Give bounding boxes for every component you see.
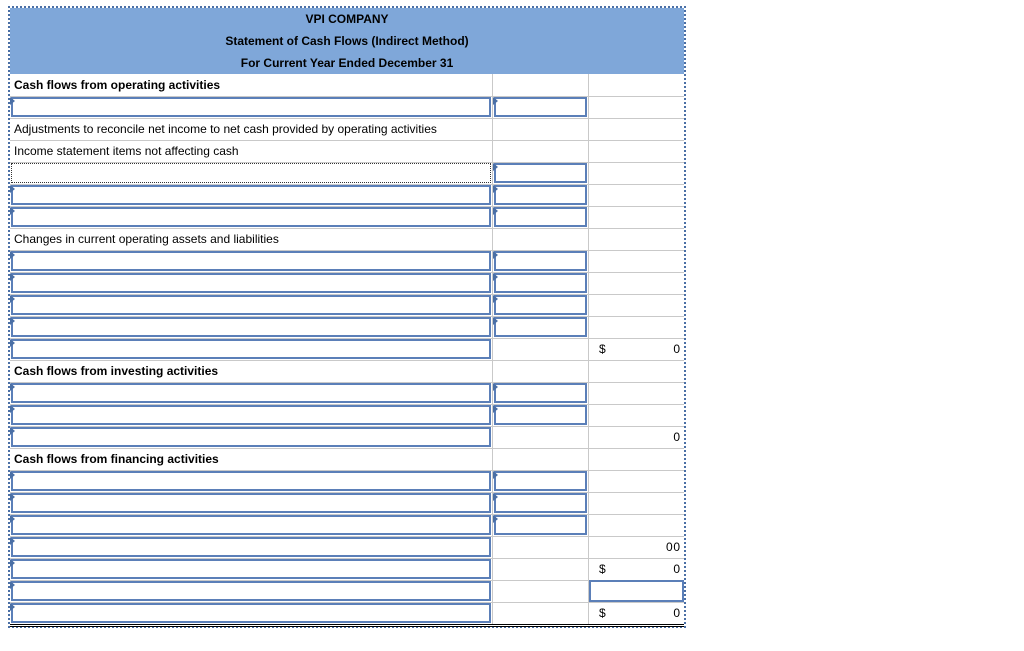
dropdown-marker-icon (493, 317, 498, 325)
income-item-row-2 (10, 184, 684, 207)
income-item-2-amount-input[interactable] (494, 185, 587, 205)
income-items-label: Income statement items not affecting cash (14, 144, 239, 158)
beginning-cash-amount-input[interactable] (589, 580, 684, 602)
dropdown-marker-icon (493, 493, 498, 501)
financing-item-3-label-input[interactable] (11, 515, 491, 535)
statement-title: Statement of Cash Flows (Indirect Method) (225, 34, 469, 48)
income-item-row-1 (10, 162, 684, 185)
adjustments-row (10, 118, 684, 141)
dropdown-marker-icon (10, 251, 15, 259)
investing-item-2-amount-input[interactable] (494, 405, 587, 425)
dropdown-marker-icon (10, 493, 15, 501)
dropdown-marker-icon (493, 97, 498, 105)
currency-symbol: $ (599, 606, 606, 620)
income-item-1-amount-input[interactable] (494, 163, 587, 183)
change-item-4-label-input[interactable] (11, 317, 491, 337)
financing-item-2-amount-input[interactable] (494, 493, 587, 513)
dropdown-marker-icon (10, 427, 15, 435)
ending-cash-row (10, 602, 684, 627)
income-item-1-label-input[interactable] (11, 163, 491, 183)
investing-heading: Cash flows from investing activities (14, 364, 219, 378)
income-item-row-3 (10, 206, 684, 229)
dropdown-marker-icon (493, 383, 498, 391)
change-item-row-1 (10, 250, 684, 273)
dropdown-marker-icon (10, 339, 15, 347)
ending-cash-label-input[interactable] (11, 603, 491, 623)
dropdown-marker-icon (10, 581, 15, 589)
financing-item-row-1 (10, 470, 684, 493)
cash-flow-statement-sheet (8, 6, 686, 628)
dropdown-marker-icon (493, 273, 498, 281)
operating-total-value: 0 (673, 342, 680, 356)
income-items-row (10, 140, 684, 163)
change-item-1-label-input[interactable] (11, 251, 491, 271)
dropdown-marker-icon (10, 317, 15, 325)
adjustments-label: Adjustments to reconcile net income to net cash provided by operating activities (14, 122, 437, 136)
operating-total-row (10, 338, 684, 361)
investing-item-2-label-input[interactable] (11, 405, 491, 425)
dropdown-marker-icon (493, 515, 498, 523)
investing-total-value: 0 (673, 430, 680, 444)
change-item-row-4 (10, 316, 684, 339)
dropdown-marker-icon (10, 97, 15, 105)
change-item-row-2 (10, 272, 684, 295)
net-income-row (10, 96, 684, 119)
statement-period: For Current Year Ended December 31 (240, 56, 454, 70)
beginning-cash-row (10, 580, 684, 603)
dropdown-marker-icon (493, 295, 498, 303)
net-change-row (10, 558, 684, 581)
investing-heading-row (10, 360, 684, 383)
change-item-3-label-input[interactable] (11, 295, 491, 315)
financing-total-label-input[interactable] (11, 537, 491, 557)
change-item-row-3 (10, 294, 684, 317)
financing-heading: Cash flows from financing activities (14, 452, 219, 466)
financing-item-row-2 (10, 492, 684, 515)
net-income-label-input[interactable] (11, 97, 491, 117)
change-item-3-amount-input[interactable] (494, 295, 587, 315)
income-item-3-label-input[interactable] (11, 207, 491, 227)
changes-row (10, 228, 684, 251)
investing-total-label-input[interactable] (11, 427, 491, 447)
dropdown-marker-icon (493, 207, 498, 215)
dropdown-marker-icon (10, 295, 15, 303)
financing-total-value: 0 (673, 540, 680, 554)
dropdown-marker-icon (493, 185, 498, 193)
statement-header (10, 8, 684, 74)
operating-heading: Cash flows from operating activities (14, 78, 221, 92)
currency-symbol: $ (599, 342, 606, 356)
income-item-3-amount-input[interactable] (494, 207, 587, 227)
financing-item-1-amount-input[interactable] (494, 471, 587, 491)
dropdown-marker-icon (10, 515, 15, 523)
dropdown-marker-icon (493, 251, 498, 259)
change-item-2-amount-input[interactable] (494, 273, 587, 293)
currency-symbol: $ (599, 562, 606, 576)
financing-item-row-3 (10, 514, 684, 537)
beginning-cash-label-input[interactable] (11, 581, 491, 601)
income-item-2-label-input[interactable] (11, 185, 491, 205)
investing-item-1-amount-input[interactable] (494, 383, 587, 403)
dropdown-marker-icon (10, 383, 15, 391)
financing-heading-row (10, 448, 684, 471)
dropdown-marker-icon (10, 471, 15, 479)
change-item-2-label-input[interactable] (11, 273, 491, 293)
dropdown-marker-icon (10, 603, 15, 611)
investing-item-row-1 (10, 382, 684, 405)
investing-total-row (10, 426, 684, 449)
dropdown-marker-icon (10, 559, 15, 567)
change-item-4-amount-input[interactable] (494, 317, 587, 337)
investing-item-row-2 (10, 404, 684, 427)
dropdown-marker-icon (493, 405, 498, 413)
dropdown-marker-icon (10, 405, 15, 413)
net-income-amount-input[interactable] (494, 97, 587, 117)
operating-heading-row (10, 74, 684, 97)
financing-item-1-label-input[interactable] (11, 471, 491, 491)
financing-item-2-label-input[interactable] (11, 493, 491, 513)
dropdown-marker-icon (493, 471, 498, 479)
operating-total-label-input[interactable] (11, 339, 491, 359)
dropdown-marker-icon (10, 273, 15, 281)
net-change-label-input[interactable] (11, 559, 491, 579)
changes-label: Changes in current operating assets and liabilities (14, 232, 279, 246)
company-name: VPI COMPANY (305, 12, 389, 26)
net-change-value: 0 (673, 562, 680, 576)
investing-item-1-label-input[interactable] (11, 383, 491, 403)
dropdown-marker-icon (10, 185, 15, 193)
dropdown-marker-icon (493, 163, 498, 171)
ending-cash-value: 0 (673, 606, 680, 620)
financing-item-3-amount-input[interactable] (494, 515, 587, 535)
dropdown-marker-icon (10, 207, 15, 215)
dropdown-marker-icon (10, 537, 15, 545)
change-item-1-amount-input[interactable] (494, 251, 587, 271)
net-change-zero: 0 (666, 540, 673, 554)
financing-total-row (10, 536, 684, 559)
